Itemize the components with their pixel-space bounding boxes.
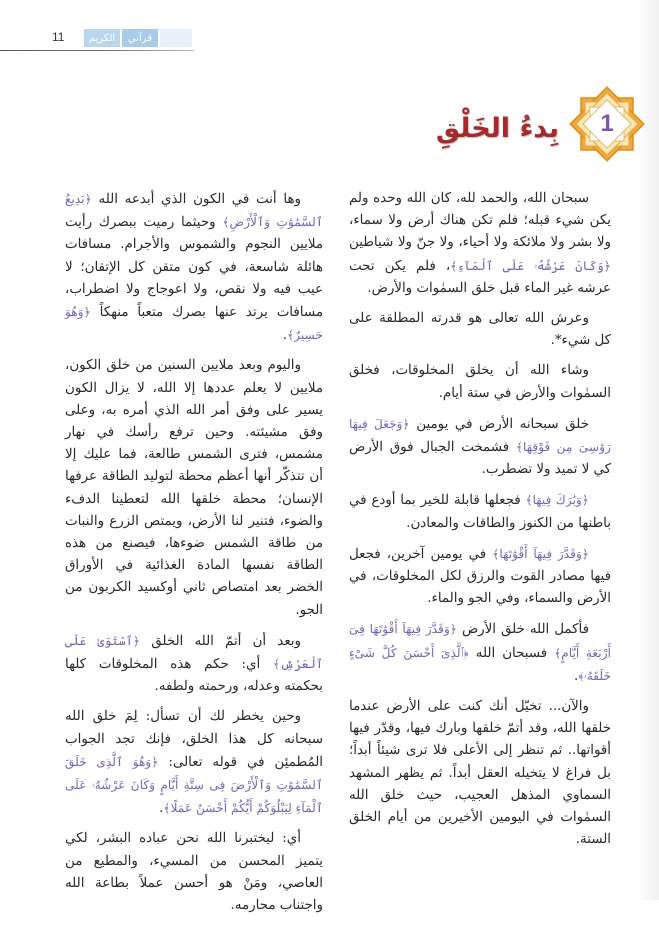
chapter-number: 1 [600,110,614,137]
paragraph [349,308,611,352]
paragraph [65,706,323,820]
chapter-heading [436,84,647,164]
quran-quote: ﴿ٱسْتَوَىٰ عَلَى ٱلْعَرْشِ﴾ [65,633,323,672]
quran-quote: ﴿ٱلَّذِىٓ أَحْسَنَ كُلَّ شَىْءٍ خَلَقَهُۥ﴾ [349,645,611,683]
body-text: وها أنت في الكون الذي أبدعه الله [91,192,301,207]
body-text: وشاء الله أن يخلق المخلوقات، فخلق السمٰوات والأرض في ستة أيام. [349,363,611,401]
paragraph [349,543,611,611]
left-column [65,188,323,925]
quran-quote: ﴿وَبَٰرَكَ فِيهَا﴾ [525,493,590,508]
body-text: سبحان الله، والحمد لله، كان الله وحده ولم يكن شيء قبله؛ فلم تكن هناك أرض ولا سماء، ولا بشر ولا ملائكة ولا أحياء، ولا جنّ ولا شياطين [349,191,611,251]
body-text: فأكمل الله خلق الأرض [457,622,589,638]
quran-quote: ﴿بَدِيعُ ٱلسَّمَٰوَٰتِ وَٱلْأَرْضِ﴾ [65,192,324,230]
body-text: وعرش الله تعالى هو قدرته المطلقة على كل شيء*. [349,311,611,349]
body-text: . [159,801,164,817]
chapter-title: بِدءُ الخَلْقِ [435,112,559,144]
paragraph [349,489,611,534]
body-text: فسبحان الله [468,645,555,661]
paragraph [65,630,323,699]
body-text: . [574,668,579,684]
header-tab-2: قرآني [122,29,158,47]
quran-quote: ﴿وَقَدَّرَ فِيهَآ أَقْوَٰتَهَا﴾ [492,546,590,561]
quran-quote: ﴿وَهُوَ ٱلَّذِى خَلَقَ ٱلسَّمَٰوَٰتِ وَٱلْأَرْضَ فِى سِتَّةِ أَيَّامٍ وَكَانَ عَرْشُهُۥ عَلَى ٱلْمَآءِ لِيَبْلُوَكُمْ أَيُّكُمْ أَحْسَنُ عَمَلًا﴾ [65,754,323,816]
quran-quote: ﴿وَكَانَ عَرْشُهُۥ عَلَى ٱلْمَآءِ﴾ [450,258,611,273]
chapter-badge [567,84,647,164]
body-text: أي: حكم هذه المخلوقات كلها بحكمته وعدله، ورحمته ولطفه. [65,657,323,695]
body-text: في يومين آخرين، فجعل فيها مصادر القوت والرزق لكل المخلوقات، في الأرض والسماء، وفي الجو والماء. [349,546,611,607]
header-tab-3 [160,29,192,47]
header-tabs [84,29,192,47]
quran-quote: ﴿وَجَعَلَ فِيهَا رَوَٰسِىَ مِن فَوْقِهَا﴾ [349,416,611,455]
page-header [0,0,659,52]
body-text: وحين يخطر لك أن تسأل: لِمَ خلق الله سبحانه كل هذا الخلق، فإنك تجد الجواب المُطمئِن في قوله تعالى: [65,709,323,770]
paragraph [65,828,323,917]
body-text: خلق سبحانه الأرض في يومين [409,416,589,432]
body-text: أي: ليختبرنا الله نحن عباده البشر، لكي يتميز المحسن من المسيء، والمطيع من العاصي، ومَنْ هو أحسن عملاً بطاعة الله واجتناب محارمه. [65,831,323,914]
body-text: . [282,328,288,344]
quran-quote: ﴿وَهُوَ حَسِيرٌ﴾ [65,305,323,343]
paragraph [349,413,611,482]
body-text: فشمخت الجبال فوق الأرض كي لا تميد ولا تضطرب. [349,440,611,478]
paragraph [349,618,611,688]
page-number: 11 [52,30,65,44]
body-text: والآن... تخيّل أنك كنت على الأرض عندما خلقها الله، وقد أتمّ خلقها وبارك فيها، وقدّر فيها أقواتها.. ثم تنظر إلى الأعلى فلا ترى شيئاً أبداً؛ بل فراغ لا يتخيله العقل أبداً. ثم يظهر المشهد السماوي المذهل العجيب، حيث خلق الله السمٰوات في اليومين الأخيرين من أيام الخلق الستة. [349,699,611,848]
body-text: واليوم وبعد ملايين السنين من خلق الكون، ملايين لا يعلم عددها إلا الله، لا يزال الكون يسير على وفق أمر الله الذي أمره به، وعلى وفق مشيئته. وحين ترفع رأسك في نهار مشمس، فترى الشمس طالعة، فما عليك إلا أن تتذكّر أنها أعظم محطة لتوليد الطاقة عرفها الإنسان؛ محطة خلقها الله لتعطينا الدفء والضوء، فتنير لنا الأرض، ويمتص الزرع والنبات من طاقة الشمس ضوءها، فيصنع من هذه الطاقة نفسها المادة الغذائية في الأوراق الخضر بعد امتصاص ثاني أوكسيد الكربون من الجو. [65,358,323,618]
body-text: وبعد أن أتمّ الله الخلق [140,633,301,649]
quran-quote: ﴿وَقَدَّرَ فِيهَآ أَقْوَٰتَهَا فِىٓ أَرْبَعَةِ أَيَّامٍ﴾ [349,622,611,660]
body-text: وحيثما رميت ببصرك رأيت ملايين النجوم والشموس والأجرام. مسافات هائلة شاسعة، في كون متقن كل الإتقان؛ لا عيب فيه ولا نقص، ولا اعوجاج ولا اضطراب، مسافات يرتد عنها بصرك متعباً منهكاً [65,215,323,321]
paragraph [349,188,611,300]
header-rule [0,50,194,51]
right-column [349,188,611,859]
paragraph [65,355,323,621]
paragraph [349,696,611,851]
header-tab-1: الكريم [84,29,120,47]
body-text: ، فلم يكن تحت عرشه غير الماء قبل خلق السمٰوات والأرض. [349,258,611,296]
paragraph [349,360,611,404]
paragraph [65,188,323,347]
body-text: فجعلها قابلة للخير بما أودع في باطنها من الكنوز والطاقات والمعادن. [349,493,611,531]
